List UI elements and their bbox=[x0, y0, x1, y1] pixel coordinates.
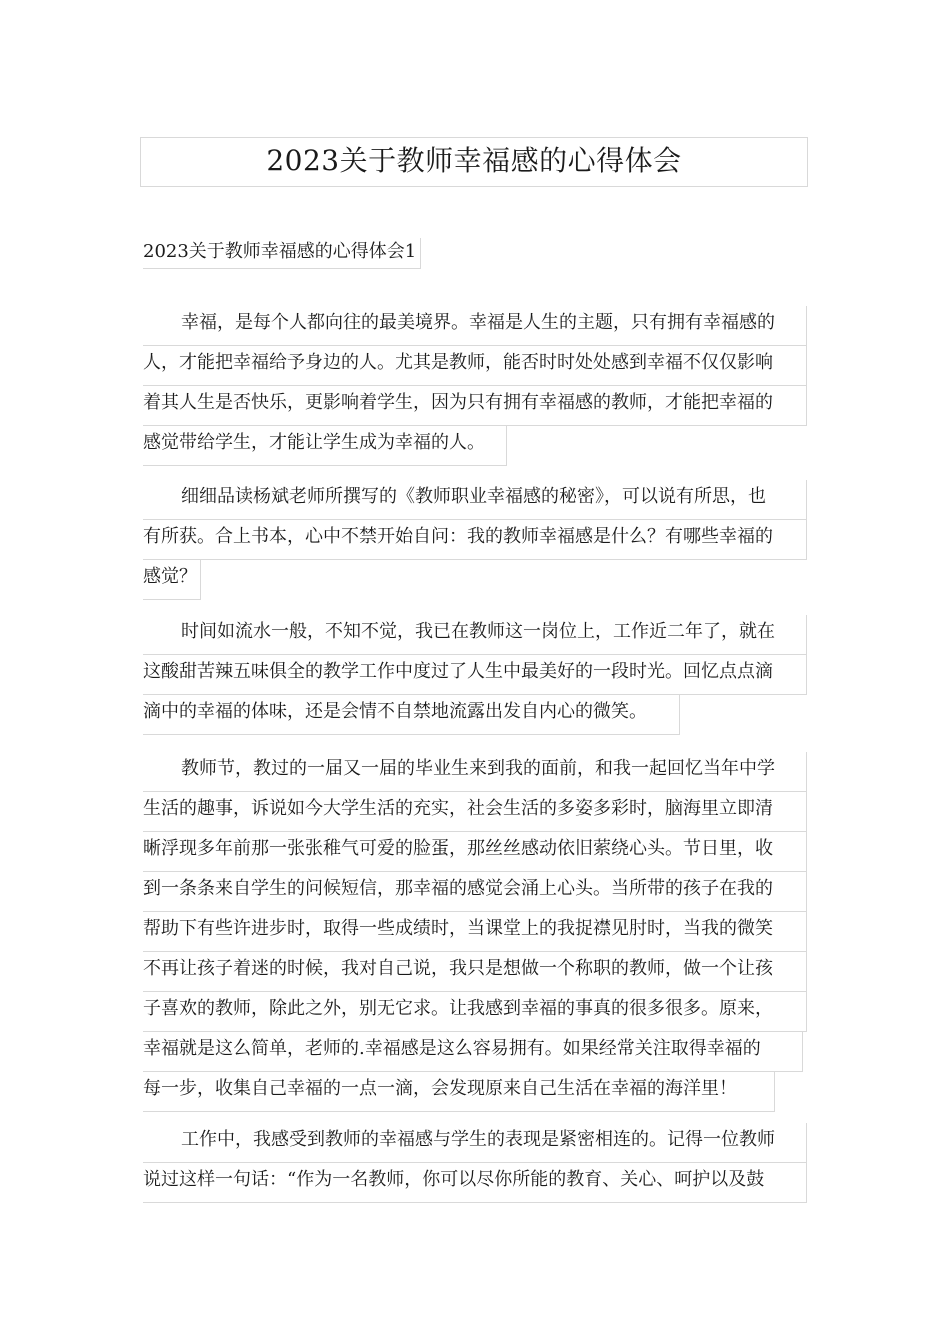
paragraph-line: 滴中的幸福的体味，还是会情不自禁地流露出发自内心的微笑。 bbox=[143, 695, 680, 735]
paragraph-3 bbox=[143, 615, 807, 735]
paragraph-line: 生活的趣事，诉说如今大学生活的充实，社会生活的多姿多彩时，脑海里立即清 bbox=[143, 792, 807, 832]
paragraph-line: 教师节，教过的一届又一届的毕业生来到我的面前，和我一起回忆当年中学 bbox=[143, 752, 807, 792]
paragraph-line: 晰浮现多年前那一张张稚气可爱的脸蛋，那丝丝感动依旧萦绕心头。节日里，收 bbox=[143, 832, 807, 872]
paragraph-line: 到一条条来自学生的问候短信，那幸福的感觉会涌上心头。当所带的孩子在我的 bbox=[143, 872, 807, 912]
paragraph-line: 每一步，收集自己幸福的一点一滴，会发现原来自己生活在幸福的海洋里！ bbox=[143, 1072, 775, 1112]
paragraph-line: 幸福就是这么简单，老师的.幸福感是这么容易拥有。如果经常关注取得幸福的 bbox=[143, 1032, 803, 1072]
paragraph-line: 帮助下有些许进步时，取得一些成绩时，当课堂上的我捉襟见肘时，当我的微笑 bbox=[143, 912, 807, 952]
paragraph-line: 人，才能把幸福给予身边的人。尤其是教师，能否时时处处感到幸福不仅仅影响 bbox=[143, 346, 807, 386]
paragraph-line: 说过这样一句话：“作为一名教师，你可以尽你所能的教育、关心、呵护以及鼓 bbox=[143, 1163, 807, 1203]
document-title: 2023关于教师幸福感的心得体会 bbox=[140, 137, 808, 187]
paragraph-line: 细细品读杨斌老师所撰写的《教师职业幸福感的秘密》，可以说有所思，也 bbox=[143, 480, 807, 520]
paragraph-line: 时间如流水一般，不知不觉，我已在教师这一岗位上，工作近二年了，就在 bbox=[143, 615, 807, 655]
paragraph-2 bbox=[143, 480, 807, 600]
paragraph-line: 这酸甜苦辣五味俱全的教学工作中度过了人生中最美好的一段时光。回忆点点滴 bbox=[143, 655, 807, 695]
paragraph-line: 工作中，我感受到教师的幸福感与学生的表现是紧密相连的。记得一位教师 bbox=[143, 1123, 807, 1163]
paragraph-line: 感觉？ bbox=[143, 560, 201, 600]
paragraph-1 bbox=[143, 306, 807, 466]
paragraph-line: 幸福，是每个人都向往的最美境界。幸福是人生的主题，只有拥有幸福感的 bbox=[143, 306, 807, 346]
paragraph-5 bbox=[143, 1123, 807, 1203]
section-heading: 2023关于教师幸福感的心得体会1 bbox=[143, 238, 421, 269]
paragraph-4 bbox=[143, 752, 807, 1112]
paragraph-line: 着其人生是否快乐，更影响着学生，因为只有拥有幸福感的教师，才能把幸福的 bbox=[143, 386, 807, 426]
paragraph-line: 不再让孩子着迷的时候，我对自己说，我只是想做一个称职的教师，做一个让孩 bbox=[143, 952, 807, 992]
paragraph-line: 有所获。合上书本，心中不禁开始自问：我的教师幸福感是什么？有哪些幸福的 bbox=[143, 520, 807, 560]
paragraph-line: 感觉带给学生，才能让学生成为幸福的人。 bbox=[143, 426, 507, 466]
paragraph-line: 子喜欢的教师，除此之外，别无它求。让我感到幸福的事真的很多很多。原来， bbox=[143, 992, 807, 1032]
